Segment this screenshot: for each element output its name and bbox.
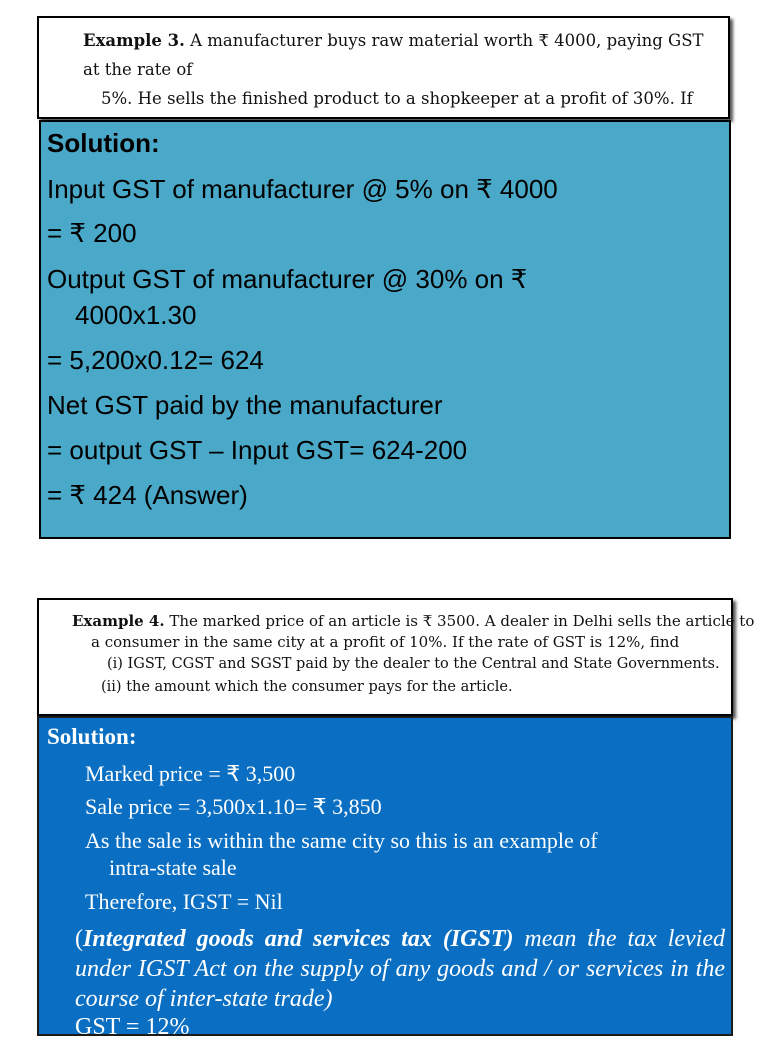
example3-solution-line: Net GST paid by the manufacturer <box>47 390 443 420</box>
example4-solution-box <box>37 716 733 1040</box>
example3-solution-line: 4000x1.30 <box>75 300 197 330</box>
example4-problem-text: The marked price of an article is ₹ 3500. A dealer in Delhi sells the article to <box>169 612 755 630</box>
igst-definition: (Integrated goods and services tax (IGST) mean the tax levied under IGST Act on the supply of any goods and / or services in the course of inter-state trade) <box>75 926 725 1012</box>
example4-label: Example 4. <box>72 612 165 630</box>
example4-problem-line-4: (ii) the amount which the consumer pays for the article. <box>101 679 513 695</box>
example3-solution-line: = output GST – Input GST= 624-200 <box>47 435 468 465</box>
example3-problem-line-1: A manufacturer buys raw material worth ₹ 4000, paying GST at the rate of <box>83 31 704 79</box>
example3-solution-box <box>39 120 731 539</box>
example4-solution-line: As the sale is within the same city so this is an example of <box>85 828 598 853</box>
example3-solution-line: Output GST of manufacturer @ 30% on ₹ <box>47 264 528 294</box>
example3-solution-line: Input GST of manufacturer @ 5% on ₹ 4000 <box>47 174 558 204</box>
example4-solution-line: intra-state sale <box>109 855 237 880</box>
example4-problem-line-2: a consumer in the same city at a profit of 10%. If the rate of GST is 12%, find <box>91 633 680 651</box>
example4-problem-box <box>37 598 755 716</box>
example4-problem-line-3: (i) IGST, CGST and SGST paid by the dealer to the Central and State Governments. <box>107 656 720 672</box>
example4-solution-line: Sale price = 3,500x1.10= ₹ 3,850 <box>85 794 382 819</box>
example3-problem-line-2: 5%. He sells the finished product to a shopkeeper at a profit of 30%. If <box>101 89 693 108</box>
example3-solution-title: Solution: <box>47 128 160 158</box>
example3-solution-line: = ₹ 200 <box>47 218 137 248</box>
example4-solution-title: Solution: <box>47 724 137 749</box>
igst-definition-text: mean the tax levied under IGST Act on the supply of any goods and / or services in the course of inter-state trade) <box>75 926 725 1012</box>
example3-solution-line: = 5,200x0.12= 624 <box>47 345 264 375</box>
example4-problem-line-1 <box>72 611 754 631</box>
example4-solution-cut-line: GST = 12% <box>75 1014 190 1040</box>
example3-label: Example 3. <box>83 31 185 50</box>
example3-solution-line: = ₹ 424 (Answer) <box>47 480 248 510</box>
example4-solution-line: Therefore, IGST = Nil <box>85 889 283 914</box>
example4-solution-line: Marked price = ₹ 3,500 <box>85 761 296 786</box>
example3-problem-box <box>37 16 730 119</box>
igst-definition-term: Integrated goods and services tax (IGST) <box>83 926 514 952</box>
